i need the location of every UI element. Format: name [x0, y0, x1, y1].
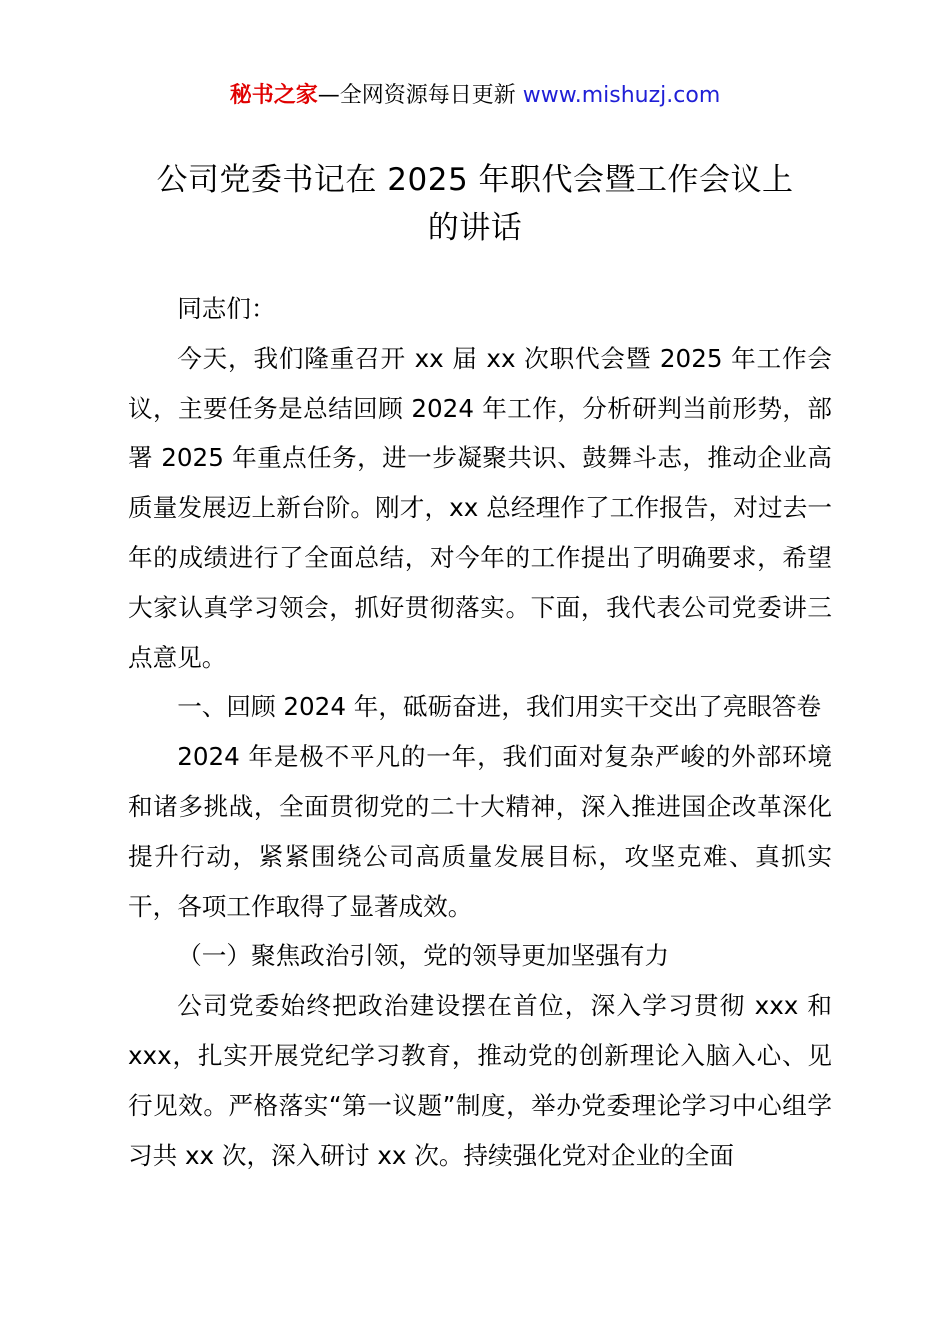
paragraph-political-leadership: 公司党委始终把政治建设摆在首位，深入学习贯彻 xxx 和 xxx，扎实开展党纪学习教育，推动党的创新理论入脑入心、见行见效。严格落实“第一议题”制度，举办党委理论学习中心组学习共 xx 次，深入研讨 xx 次。持续强化党对企业的全面	[128, 991, 832, 1170]
paragraph-review-2024: 2024 年是极不平凡的一年，我们面对复杂严峻的外部环境和诸多挑战，全面贯彻党的二十大精神，深入推进国企改革深化提升行动，紧紧围绕公司高质量发展目标，攻坚克难、真抓实干，各项工作取得了显著成效。	[128, 742, 832, 921]
site-banner	[0, 80, 950, 112]
document-title-line-2: 的讲话	[427, 210, 523, 246]
section-heading-1: 一、回顾 2024 年，砥砺奋进，我们用实干交出了亮眼答卷	[177, 692, 822, 722]
subsection-heading-1: （一）聚焦政治引领，党的领导更加坚强有力	[177, 941, 670, 971]
site-url-link[interactable]: www.mishuzj.com	[522, 83, 721, 108]
document-title	[110, 156, 840, 252]
salutation: 同志们：	[177, 294, 276, 323]
site-brand: 秘书之家	[229, 83, 318, 108]
document-title-line-1: 公司党委书记在 2025 年职代会暨工作会议上	[156, 162, 794, 198]
paragraph-opening: 今天，我们隆重召开 xx 届 xx 次职代会暨 2025 年工作会议，主要任务是总结回顾 2024 年工作，分析研判当前形势，部署 2025 年重点任务，进一步凝聚共识、鼓舞斗志，推动企业高质量发展迈上新台阶。刚才，xx 总经理作了工作报告，对过去一年的成绩进行了全面总结，对今年的工作提出了明确要求，希望大家认真学习领会，抓好贯彻落实。下面，我代表公司党委讲三点意见。	[128, 343, 832, 672]
document-body	[128, 284, 832, 1180]
site-slogan: —全网资源每日更新	[317, 83, 523, 108]
